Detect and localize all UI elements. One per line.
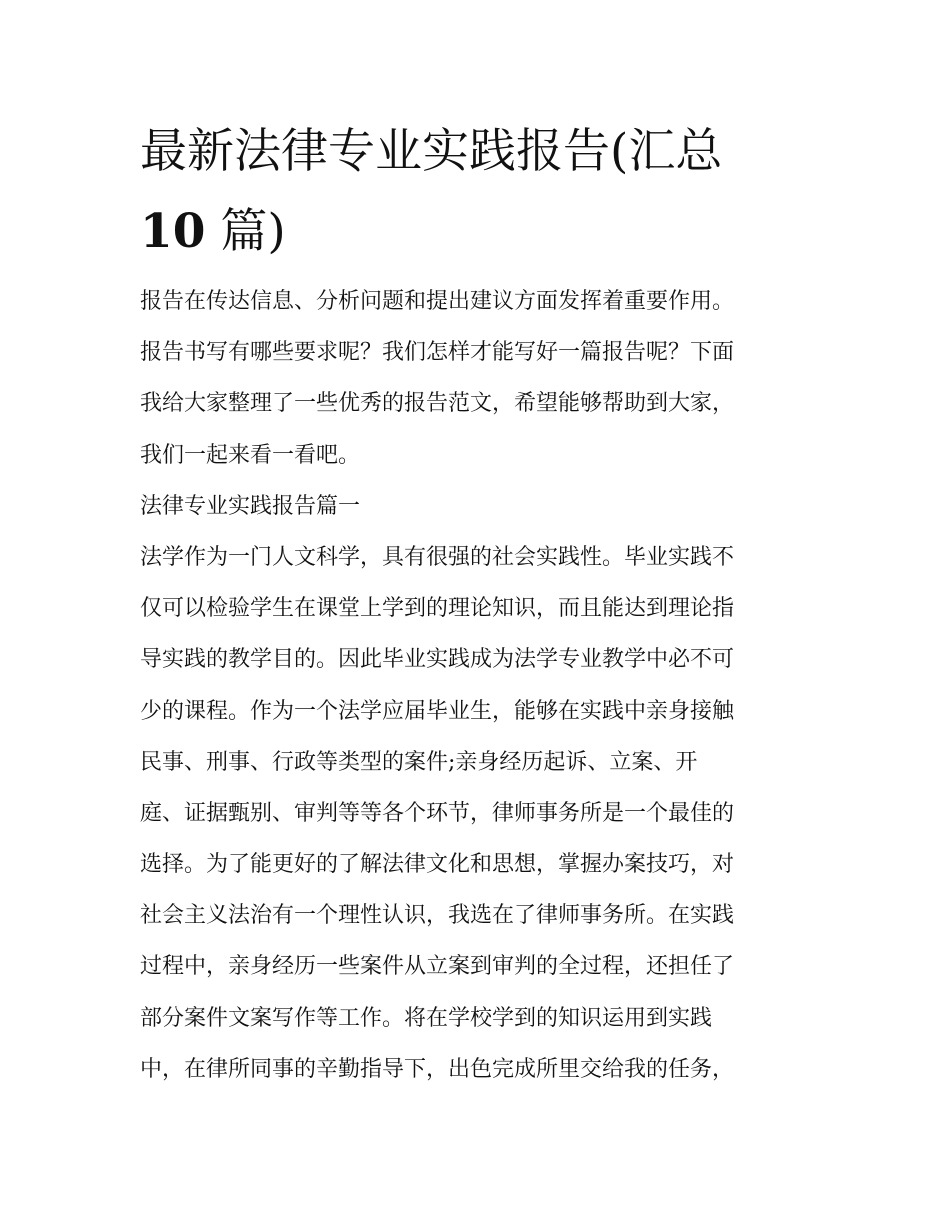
title-suffix: 篇)	[205, 204, 286, 259]
section-line: 庭、证据甄别、审判等等各个环节，律师事务所是一个最佳的	[140, 800, 735, 826]
section-line: 民事、刑事、行政等类型的案件;亲身经历起诉、立案、开	[140, 749, 698, 775]
title-line-1: 最新法律专业实践报告(汇总	[140, 124, 723, 179]
section-line: 社会主义法治有一个理性认识，我选在了律师事务所。在实践	[140, 903, 735, 929]
title-line-2	[140, 192, 820, 272]
title-number: 10	[140, 204, 206, 259]
intro-line: 报告书写有哪些要求呢？我们怎样才能写好一篇报告呢？下面	[140, 340, 735, 366]
section-line: 过程中，亲身经历一些案件从立案到审判的全过程，还担任了	[140, 954, 735, 980]
section-line: 法学作为一门人文科学，具有很强的社会实践性。毕业实践不	[140, 544, 735, 570]
section-heading: 法律专业实践报告篇一	[140, 493, 361, 519]
intro-line: 我给大家整理了一些优秀的报告范文，希望能够帮助到大家，	[140, 391, 735, 417]
intro-line: 报告在传达信息、分析问题和提出建议方面发挥着重要作用。	[140, 289, 735, 314]
section-line: 中，在律所同事的辛勤指导下，出色完成所里交给我的任务，	[140, 1056, 735, 1082]
section-line: 选择。为了能更好的了解法律文化和思想，掌握办案技巧，对	[140, 852, 735, 878]
section-line: 导实践的教学目的。因此毕业实践成为法学专业教学中必不可	[140, 647, 735, 673]
document-body	[140, 276, 820, 1095]
intro-line: 我们一起来看一看吧。	[140, 442, 361, 468]
section-line: 仅可以检验学生在课堂上学到的理论知识，而且能达到理论指	[140, 596, 735, 622]
section-line: 部分案件文案写作等工作。将在学校学到的知识运用到实践	[140, 1005, 713, 1031]
section-line: 少的课程。作为一个法学应届毕业生，能够在实践中亲身接触	[140, 698, 735, 724]
document-title	[140, 112, 820, 272]
